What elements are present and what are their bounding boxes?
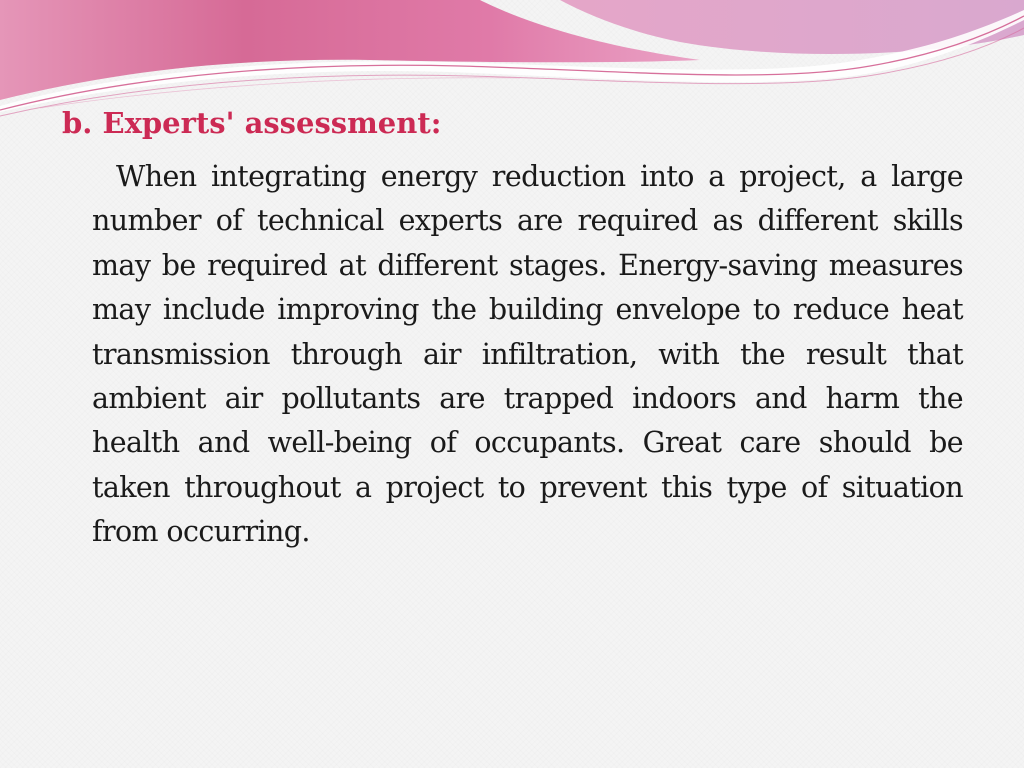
- slide-body-paragraph: When integrating energy reduction into a project, a large number of technical experts are required as different skills may be required at different stages. Energy-saving measures may include improving the building envelope to reduce heat transmission through air infiltration, with the result that ambient air pollutants are trapped indoors and harm the health and well-being of occupants. Great care should be taken throughout a project to prevent this type of situation from occurring.: [92, 160, 963, 549]
- slide-heading: b. Experts' assessment:: [62, 106, 442, 140]
